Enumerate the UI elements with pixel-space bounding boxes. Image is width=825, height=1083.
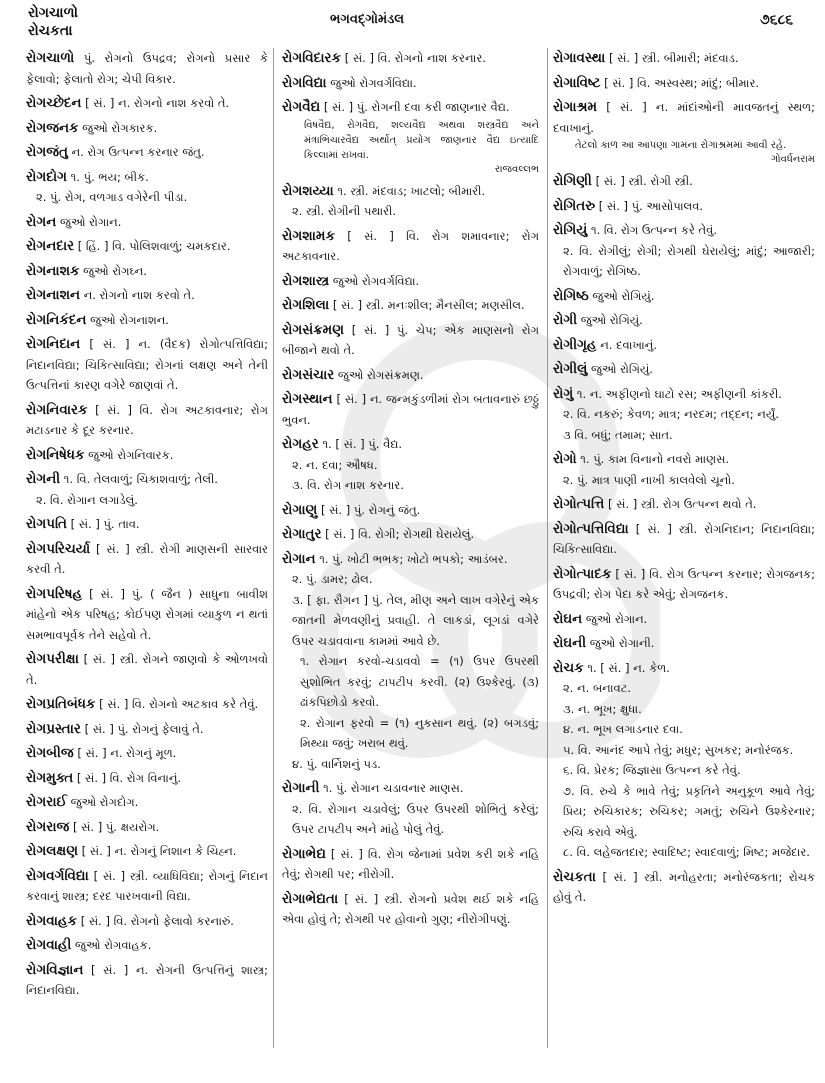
dictionary-entry — [553, 97, 815, 167]
sense: ૨. ન. બનાવટ. — [563, 681, 632, 695]
entry-main — [282, 97, 539, 118]
dictionary-entry — [26, 960, 268, 1001]
entry-main — [282, 181, 539, 202]
dictionary-entry — [553, 519, 815, 560]
headword: રોગિતરુ — [553, 197, 596, 214]
definition: ૧. પું. કામ વિનાનો નવરો માણસ. — [580, 452, 730, 466]
entry-main — [26, 817, 268, 838]
guide-word-last: રોચકતા — [28, 23, 73, 39]
headword: રોગરાજ — [26, 818, 70, 835]
definition: ૧. પું. ભય; બીક. — [70, 169, 149, 184]
definition: ૧. [ સં. ] પું. વૈદ્ય. — [322, 437, 403, 451]
sense: ૪. પું. વાર્નિશનું પડ. — [292, 756, 381, 771]
sense: ૨. પું. માત્ર પાણી નાખી કાલવેલો ચૂનો. — [563, 472, 735, 487]
definition: [ સં. ] પું. ક્ષયરોગ. — [72, 819, 160, 834]
phrase: ૨. રોગાન ફરવો = (૧) નુકસાન થવું. (૨) બગડવું; મિથ્યા જવું; ખરાબ થવું. — [300, 715, 539, 750]
headword: રોગમુક્ત — [26, 769, 74, 786]
dictionary-entry — [282, 226, 539, 267]
entry-main — [282, 365, 539, 386]
entry-main — [553, 48, 815, 69]
dictionary-entry — [26, 539, 268, 580]
headword: રોગવિજ્ઞાન — [26, 961, 84, 978]
entry-main — [26, 236, 268, 257]
dictionary-entry — [553, 48, 815, 69]
entry-main — [282, 889, 539, 930]
headword: રોગજનક — [26, 119, 79, 136]
sense: ૭. વિ. રુચે કે ભાવે તેવું; પ્રકૃતિને અનુકૂળ આવે તેવું; પ્રિય; રુચિકારક; રુચિકર; ગમતું; રુચિને ઉશ્કેરનાર; રુચિ કરાવે એવું. — [563, 783, 815, 839]
guide-words — [28, 4, 78, 40]
entry-main — [282, 434, 539, 455]
definition: જુઓ રોગિયું. — [592, 288, 655, 303]
entry-main — [553, 196, 815, 217]
entry-main — [26, 400, 268, 441]
definition: [ સં. ] સ્ત્રી. રોગ ઉત્પન્ન થવો તે. — [608, 497, 757, 511]
sense: ૫. વિ. આનંદ આપે તેવું; મધુર; સુખકર; મનોરંજક. — [563, 742, 794, 757]
definition: [ સં. ] પું. રોગનું ફેલાવું તે. — [84, 721, 204, 736]
dictionary-entry — [26, 841, 268, 862]
entry-main — [282, 524, 539, 545]
entry-main — [282, 48, 539, 69]
headword: રોગોત્પત્તિવિદ્યા — [553, 520, 629, 537]
definition: [ સં. ] પું. રોગની દવા કરી જાણનાર વૈદ્ય. — [323, 100, 510, 114]
sense: ૬. વિ. પ્રેરક; જિજ્ઞાસા ઉત્પન્ન કરે તેવું. — [563, 763, 741, 777]
definition: [ સં. ] સ્ત્રી. રોગનો પ્રવેશ થઈ શકે નહિ એવા હોવું તે; રોગથી પર હોવાનો ગુણ; નીરોગીપણું. — [282, 891, 540, 926]
entry-main — [26, 743, 268, 764]
definition: ન. રોગ ઉત્પન્ન કરનાર જંતુ. — [71, 145, 205, 159]
headword: રોગદોગ — [26, 168, 67, 185]
dictionary-entry — [26, 817, 268, 838]
entry-main — [553, 384, 815, 405]
entry-main — [282, 778, 539, 799]
headword: રોગચાળો — [26, 50, 75, 66]
dictionary-entry — [282, 844, 539, 885]
headword: રોગપરિચર્યા — [26, 540, 91, 557]
column-divider — [273, 48, 274, 1048]
entry-main — [553, 609, 815, 630]
definition: [ સં. ] વિ. અસ્વસ્થ; માંદું; બીમાર. — [604, 75, 760, 90]
headword: રોગપરિષહ — [26, 585, 83, 602]
quotation-author: ગોવર્ધનરામ — [770, 154, 815, 165]
quotation-author: રાજવલ્લભ — [494, 163, 539, 175]
dictionary-entry — [26, 584, 268, 646]
page-number: ૭૬૮૬ — [760, 12, 794, 28]
definition: [ સં. ] સ્ત્રી. મનોહરતા; મનોરંજકતા; રોચક હોવું તે. — [553, 869, 816, 904]
headword: રોગવાહક — [26, 912, 78, 929]
definition: ૧. વિ. તેલવાળું; ચિકાશવાળું; તેલી. — [63, 472, 218, 486]
entry-main — [553, 867, 815, 908]
definition: પું. રોગનો ઉપદ્રવ; રોગનો પ્રસાર કે ફેલાવો; ફેલાતો રોગ; ચેપી વિકાર. — [26, 51, 269, 86]
dictionary-entry — [26, 400, 268, 441]
sense: ૨. વિ. રોગીલું; રોગી; રોગથી ઘેરાયેલું; માંદું; આજારી; રોગવાળું; રોગિષ્ઠ. — [563, 243, 815, 278]
dictionary-entry — [26, 911, 268, 932]
entry-main — [553, 494, 815, 515]
definition: [ સં. ] વિ. રોગ વિનાનું. — [76, 770, 182, 785]
headword: રોગીગૃહ — [553, 336, 597, 353]
entry-main — [26, 841, 268, 862]
dictionary-entry — [553, 609, 815, 630]
entry-main — [553, 73, 815, 94]
definition: જુઓ રોગઘ્ન. — [83, 263, 147, 278]
headword: રોગશિલા — [282, 297, 330, 313]
dictionary-entry — [26, 212, 268, 233]
dictionary-entry — [26, 261, 268, 282]
headword: રોઘન — [553, 610, 583, 627]
dictionary-entry — [282, 320, 539, 361]
dictionary-entry — [282, 365, 539, 386]
definition: જુઓ રોગાન. — [585, 611, 648, 626]
definition: [ સં. ] વિ. રોગ જેનામાં પ્રવેશ કરી શકે નહિ તેવું; રોગથી પર; નીરોગી. — [282, 846, 539, 881]
headword: રોગન — [26, 213, 57, 230]
headword: રોગનદાર — [26, 238, 75, 254]
entry-main — [26, 584, 268, 646]
entry-main — [553, 564, 815, 605]
dictionary-entry — [26, 743, 268, 764]
dictionary-entry — [282, 389, 539, 430]
definition: [ સં. ] વિ. રોગનો અટકાવ કરે તેવું. — [99, 697, 259, 711]
definition: [ સં. ] પું. ચેપ; એક માણસનો રોગ બીજાને થવો તે. — [282, 322, 539, 357]
entry-main — [26, 792, 268, 813]
definition: [ સં. ] સ્ત્રી. બીમારી; મંદવાડ. — [608, 51, 739, 65]
headword: રોગાભેદ્યતા — [282, 890, 339, 907]
entry-main — [553, 658, 815, 679]
quotation: વિષવૈદ્ય, રોગવૈદ્ય, શલ્યવૈદ્ય અથવા શસ્ત્રવૈદ્ય અને મંત્રાભિચારવૈદ્ય અર્થાત્ પ્રયોગ જાણનાર વૈદ્ય ઇત્યાદિ કિલ્લામાં રાખવાં. — [304, 119, 539, 161]
entry-main — [26, 334, 268, 396]
definition: [ સં. ] વિ. રોગનો નાશ કરનાર. — [344, 51, 486, 65]
headword: રોગવાહી — [26, 937, 72, 953]
headword: રોગસ્થાન — [282, 391, 333, 407]
column-divider — [547, 48, 548, 1048]
definition: જુઓ રોગકારક. — [82, 120, 158, 135]
entry-main — [26, 469, 268, 490]
headword: રોગશામક — [282, 227, 335, 244]
headword: રોગાની — [282, 780, 320, 796]
entry-main — [553, 519, 815, 560]
entry-main — [26, 719, 268, 740]
dictionary-column-2 — [282, 48, 539, 934]
entry-main — [282, 295, 539, 316]
definition: ૧. [ સં. ] ન. કેળ. — [587, 660, 670, 675]
headword: રોગનિકંદન — [26, 311, 87, 328]
entry-main — [553, 97, 815, 138]
headword: રોગો — [553, 451, 577, 467]
definition: [ સં. ] ન. રોગનું મૂળ. — [77, 746, 177, 760]
headword: રોગચ્છેદન — [26, 95, 82, 111]
definition: [ સં. ] પું. ( જૈન ) સાધુના બાવીશ માંહેનો એક પરિષહ; કોઈપણ રોગમાં વ્યાકુળ ન થતાં સમભાવપૂર્વક તેને સહેવો તે. — [26, 586, 268, 642]
headword: રોગનાશક — [26, 262, 80, 279]
running-title: ભગવદ્ગોમંડલ — [330, 12, 405, 27]
definition: જુઓ રોગવર્ગવિદ્યા. — [330, 75, 417, 90]
headword: રોગજંતુ — [26, 144, 68, 160]
sense: ૩ વિ. બધું; તમામ; સાત. — [563, 427, 673, 442]
definition: [ સં. ] વિ. રોગ શમાવનાર; રોગ અટકાવનાર. — [282, 228, 539, 263]
dictionary-entry — [282, 271, 539, 292]
definition: ૧. પું. રોગાન ચડાવનાર માણસ. — [323, 781, 464, 795]
entry-main — [282, 320, 539, 361]
headword: રોગપ્રતિબંધક — [26, 696, 96, 712]
entry-main — [26, 514, 268, 535]
headword: રોગવિદારક — [282, 50, 342, 66]
headword: રોગું — [553, 385, 574, 402]
entry-main — [26, 142, 268, 163]
entry-main — [553, 171, 815, 192]
entry-main — [553, 310, 815, 331]
entry-main — [553, 633, 815, 654]
entry-main — [26, 694, 268, 715]
dictionary-entry — [26, 167, 268, 208]
dictionary-entry — [26, 866, 268, 907]
dictionary-entry — [282, 48, 539, 69]
entry-main — [26, 167, 268, 188]
dictionary-entry — [26, 445, 268, 466]
guide-word-first: રોગચાળો — [28, 5, 79, 21]
dictionary-entry — [282, 524, 539, 545]
sense: ૪. ન. ભૂખ લગાડનાર દવા. — [563, 722, 683, 736]
entry-main — [26, 285, 268, 306]
entry-main — [553, 335, 815, 356]
entry-main — [26, 768, 268, 789]
quotation: તેટલો કાળ આ આપણા ગામના રોગાશ્રમમાં આવી રહે. — [575, 140, 787, 151]
dictionary-entry — [26, 514, 268, 535]
headword: રોગસંચાર — [282, 366, 335, 383]
dictionary-entry — [26, 93, 268, 114]
entry-main — [26, 445, 268, 466]
entry-main — [553, 220, 815, 241]
headword: રોગસંક્રમણ — [282, 321, 344, 338]
definition: [ સં. ] ન. રોગની ઉત્પત્તિનું શાસ્ત્ર; નિદાનવિદ્યા. — [26, 962, 268, 997]
dictionary-entry — [26, 48, 268, 89]
definition: જુઓ રોગિયું. — [590, 362, 653, 376]
dictionary-entry — [26, 142, 268, 163]
headword: રોગરાઈ — [26, 794, 67, 810]
sense: ૨. વિ. નકરું; કેવળ; માત્ર; નરદમ; તદ્દન; નર્યું. — [563, 407, 779, 421]
entry-main — [26, 310, 268, 331]
sense: ૨. સ્ત્રી. રોગીની પથારી. — [292, 204, 396, 218]
definition: ન. રોગનો નાશ કરવો તે. — [83, 288, 195, 302]
headword: રોગપરીક્ષા — [26, 651, 79, 667]
headword: રોગાતુર — [282, 526, 322, 542]
definition: [ સં. ] સ્ત્રી. મનઃશીલ; મૈનસીલ; મણસીલ. — [332, 298, 525, 312]
dictionary-entry — [282, 97, 539, 177]
dictionary-entry — [282, 73, 539, 94]
headword: રોગીલું — [553, 361, 588, 377]
headword: રોગાન — [282, 550, 316, 567]
definition: ન. દવાખાનું. — [600, 337, 657, 352]
headword: રોગબીજ — [26, 745, 74, 761]
dictionary-entry — [553, 633, 815, 654]
entry-main — [282, 549, 539, 570]
definition: જુઓ રોગસંક્રમણ. — [337, 367, 424, 382]
dictionary-entry — [26, 935, 268, 956]
entry-main — [26, 960, 268, 1001]
definition: [ સં. ] પું. આસોપાલવ. — [598, 198, 704, 213]
entry-main — [282, 271, 539, 292]
dictionary-entry — [282, 889, 539, 930]
headword: રોગહર — [282, 436, 319, 452]
dictionary-entry — [553, 171, 815, 192]
definition: [ સં. ] સ્ત્રી. રોગી માણસની સારવાર કરવી તે. — [26, 541, 269, 576]
dictionary-entry — [553, 658, 815, 863]
dictionary-entry — [553, 359, 815, 380]
entry-main — [282, 226, 539, 267]
sense: ૩. ન. ભૂખ; ક્ષુધા. — [563, 701, 642, 716]
definition: [ સં. ] ન. (વૈદક) રોગોત્પત્તિવિદ્યા; નિદાનવિદ્યા; ચિકિત્સાવિદ્યા; રોગનાં લક્ષણ અને તેની ઉત્પત્તિનાં કારણ વગેરે જાણવાં તે. — [26, 337, 268, 392]
headword: રોગવિદ્યા — [282, 74, 327, 91]
dictionary-entry — [553, 335, 815, 356]
dictionary-entry — [553, 310, 815, 331]
dictionary-entry — [26, 469, 268, 510]
dictionary-entry — [553, 286, 815, 307]
definition: [ સં. ] સ્ત્રી. રોગનિદાન; નિદાનવિદ્યા; ચિકિત્સાવિદ્યા. — [553, 521, 816, 556]
entry-main — [26, 866, 268, 907]
headword: રોગિયું — [553, 222, 588, 238]
sense: ૮. વિ. લહેજતદાર; સ્વાદિષ્ટ; સ્વાદવાળું; મિષ્ટ; મજેદાર. — [563, 845, 810, 859]
headword: રોગિણી — [553, 173, 592, 189]
headword: રોગશાસ્ત્ર — [282, 272, 330, 289]
dictionary-entry — [26, 719, 268, 740]
entry-main — [26, 911, 268, 932]
dictionary-entry — [26, 649, 268, 690]
entry-main — [553, 449, 815, 470]
entry-main — [26, 212, 268, 233]
dictionary-entry — [282, 295, 539, 316]
headword: રોગનિષેધક — [26, 446, 85, 463]
dictionary-column-1 — [26, 48, 268, 1005]
headword: રોગાણુ — [282, 501, 318, 518]
phrase: ૧. રોગાન કરવો-ચડાવવો = (૧) ઉપર ઉપરથી સુશોભિત કરવું; ટાપટીપ કરવી. (૨) ઉશ્કેરવું. (૩) ઢાંકપિછોડો કરવો. — [300, 654, 539, 709]
headword: રોઘની — [553, 635, 587, 651]
dictionary-entry — [26, 118, 268, 139]
headword: રોગાશ્રમ — [553, 99, 598, 115]
headword: રોગાવસ્થા — [553, 50, 606, 66]
headword: રોગનાશન — [26, 287, 81, 303]
definition: જુઓ રોગાની. — [589, 636, 655, 650]
entry-main — [282, 389, 539, 430]
definition: જુઓ રોગનાશન. — [90, 312, 169, 327]
entry-main — [26, 539, 268, 580]
definition: [ સં. ] ન. રોગનો નાશ કરવો તે. — [85, 96, 230, 110]
sense: ૨. પું. રોગ, વળગાડ વગેરેની પીડા. — [36, 190, 188, 204]
definition: [ સં. ] પું. રોગનું જંતુ. — [320, 502, 421, 517]
definition: જુઓ રોગાન. — [59, 214, 122, 229]
dictionary-entry — [282, 549, 539, 775]
entry-main — [553, 359, 815, 380]
dictionary-column-3 — [553, 48, 815, 912]
definition: જુઓ રોગિયું. — [580, 313, 643, 327]
definition: [ સં. ] સ્ત્રી. રોગને જાણવો કે ઓળખવો તે. — [26, 652, 269, 687]
dictionary-entry — [26, 792, 268, 813]
sense: ૩. વિ. રોગ નાશ કરનાર. — [292, 478, 404, 492]
definition: [ હિં. ] વિ. પોલિશવાળું; ચમકદાર. — [77, 239, 231, 253]
dictionary-entry — [553, 196, 815, 217]
headword: રોગવર્ગવિદ્યા — [26, 867, 89, 884]
definition: [ સં. ] વિ. રોગનો ફેલાવો કરનારું. — [80, 913, 234, 928]
entry-main — [26, 649, 268, 690]
headword: રોગશય્યા — [282, 182, 334, 199]
headword: રોગિષ્ઠ — [553, 287, 589, 304]
headword: રોગાવિષ્ટ — [553, 74, 601, 91]
definition: ૧. પું. ખોટી ભભક; ખોટો ભપકો; આડંબર. — [319, 551, 508, 566]
headword: રોગવૈદ્ય — [282, 99, 321, 115]
entry-main — [282, 844, 539, 885]
headword: રોચકતા — [553, 868, 596, 885]
definition: [ સં. ] પું. તાવ. — [70, 517, 140, 531]
definition: જુઓ રોગદોગ. — [70, 795, 139, 809]
definition: [ સં. ] વિ. રોગ ઉત્પન્ન કરનાર; રોગજનક; ઉપદ્રવી; રોગ પેદા કરે એવું; રોગજનક. — [553, 566, 815, 601]
sense: ૨. ન. દવા; ઔષધ. — [292, 457, 378, 472]
definition: [ સં. ] ન. માંદાંઓની માવજતનું સ્થળ; દવાખાનું. — [553, 100, 816, 135]
headword: રોગની — [26, 471, 61, 487]
dictionary-entry — [553, 564, 815, 605]
sense: ૨. વિ. રોગાન ચડાવેલું; ઉપર ઉપરથી શોભિતું કરેલું; ઉપર ટાપટીપ અને માંહે પોલું તેવું. — [292, 801, 539, 836]
entry-main — [26, 118, 268, 139]
definition: [ સં. ] વિ. રોગ અટકાવનાર; રોગ મટાડનાર કે દૂર કરનાર. — [26, 402, 269, 437]
dictionary-entry — [26, 285, 268, 306]
definition: [ સં. ] ન. રોગનું નિશાન કે ચિહ્ન. — [81, 844, 237, 858]
headword: રોગોત્પાદક — [553, 565, 612, 582]
headword: રોચક — [553, 659, 584, 676]
dictionary-entry — [553, 449, 815, 490]
sense: ૨. વિ. રોગાન લગાડેલું. — [36, 492, 138, 507]
headword: રોગલક્ષણ — [26, 843, 78, 859]
definition: ૧. સ્ત્રી. મંદવાડ; ખાટલો; બીમારી. — [337, 183, 486, 198]
definition: [ સં. ] ન. જન્મકુંડળીમાં રોગ બતાવનારું છઠ્ઠું ભુવન. — [282, 392, 539, 427]
headword: રોગપતિ — [26, 516, 67, 532]
definition: જુઓ રોગનિવારક. — [88, 447, 174, 462]
entry-main — [26, 93, 268, 114]
sense: ૨. પું. ડામર; ઢોલ. — [292, 572, 373, 586]
headword: રોગાભેદ્ય — [282, 845, 326, 862]
dictionary-entry — [26, 310, 268, 331]
dictionary-entry — [26, 334, 268, 396]
headword: રોગી — [553, 312, 578, 328]
entry-main — [553, 286, 815, 307]
dictionary-entry — [282, 500, 539, 521]
dictionary-entry — [282, 434, 539, 496]
dictionary-entry — [282, 778, 539, 840]
dictionary-entry — [553, 494, 815, 515]
headword: રોગનિદાન — [26, 336, 81, 352]
headword: રોગનિવારક — [26, 401, 88, 418]
entry-main — [26, 261, 268, 282]
dictionary-entry — [553, 220, 815, 282]
dictionary-entry — [553, 384, 815, 446]
entry-main — [282, 73, 539, 94]
entry-main — [26, 48, 268, 89]
definition: જુઓ રોગવર્ગવિદ્યા. — [332, 273, 420, 288]
entry-main — [282, 500, 539, 521]
definition: જુઓ રોગવાહક. — [75, 938, 152, 952]
headword: રોગોત્પત્તિ — [553, 496, 605, 512]
entry-main — [26, 935, 268, 956]
sense: ૩. [ ફા. રૌગન ] પું. તેલ, મીણ અને લાખ વગેરેનું એક જાતની મેળવણીનું પ્રવાહી. તે લાકડાં, લૂગડાં વગેરે ઉપર ચડાવવાના કામમાં આવે છે. — [292, 592, 539, 648]
dictionary-entry — [553, 867, 815, 908]
definition: ૧. વિ. રોગ ઉત્પન્ન કરે તેવું. — [590, 223, 717, 237]
definition: ૧. ન. અફીણનો ઘાટો રસ; અફીણની કાંકરી. — [576, 386, 782, 401]
dictionary-entry — [26, 694, 268, 715]
definition: [ સં. ] સ્ત્રી. રોગી સ્ત્રી. — [595, 174, 693, 188]
dictionary-entry — [26, 768, 268, 789]
definition: [ સં. ] સ્ત્રી. વ્યાધિવિદ્યા; રોગનું નિદાન કરવાનું શાસ્ત્ર; દરદ પારખવાની વિદ્યા. — [26, 868, 269, 903]
dictionary-entry — [26, 236, 268, 257]
definition: [ સં. ] વિ. રોગી; રોગથી ઘેરાયેલું. — [325, 527, 475, 541]
dictionary-entry — [282, 181, 539, 222]
headword: રોગપ્રસ્તાર — [26, 720, 81, 737]
dictionary-entry — [553, 73, 815, 94]
